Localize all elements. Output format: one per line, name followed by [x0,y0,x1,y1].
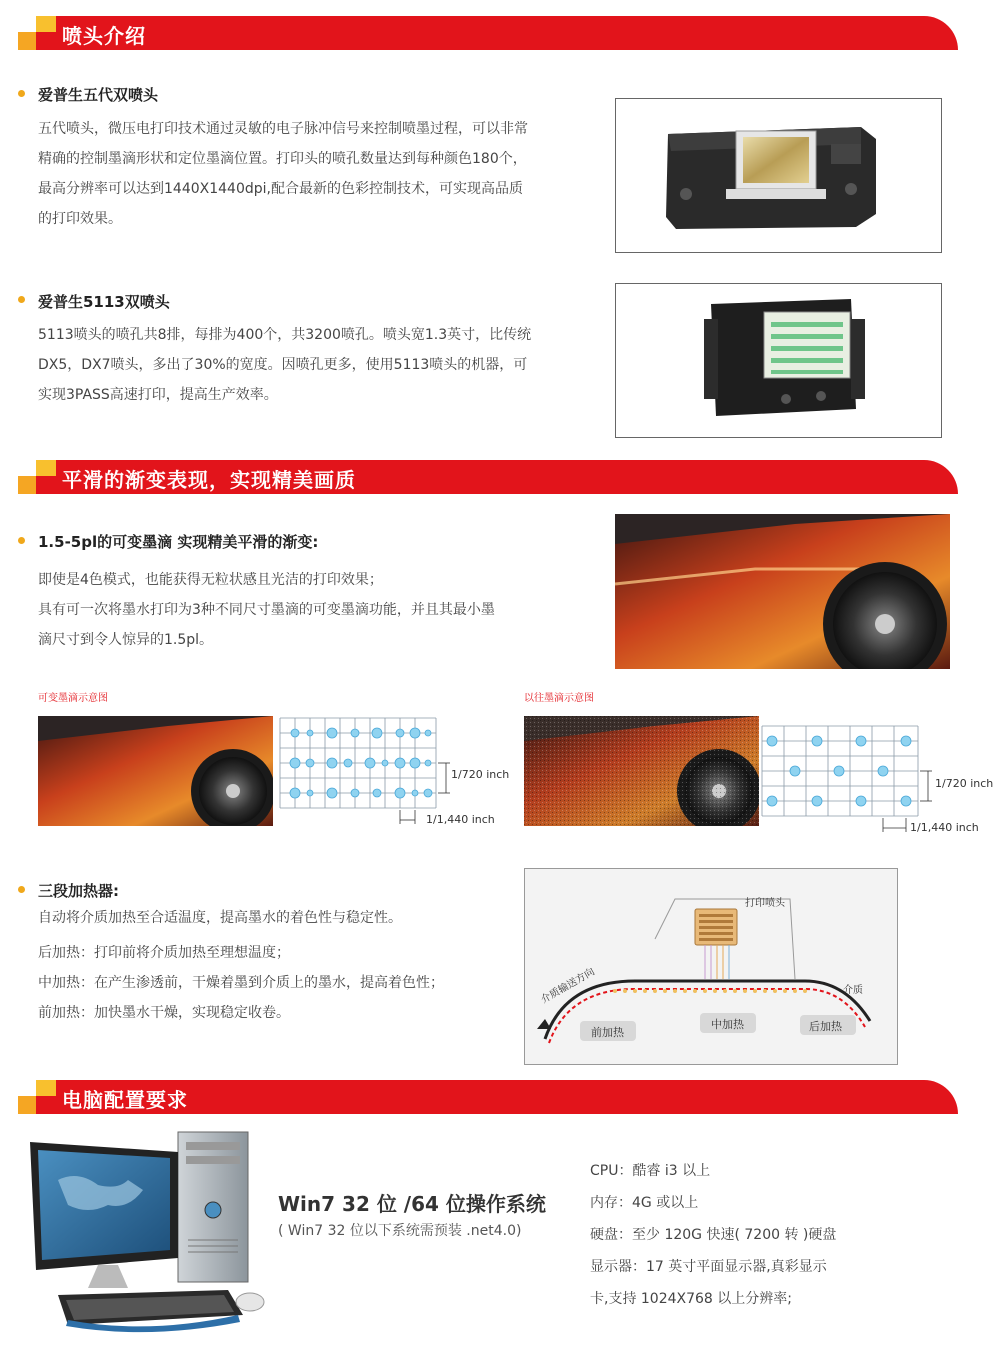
section-header-gradient [18,460,958,494]
direction-label: 介质输送方向 [539,966,597,1006]
section-header-computer [18,1080,958,1114]
bullet-icon [18,296,25,303]
middle-heater-label: 中加热 [711,1018,744,1031]
spec-display-cont: 卡,支持 1024X768 以上分辨率; [590,1291,793,1307]
heater-diagram [524,868,898,1065]
variable-drop-caption: 可变墨滴示意图 [38,693,108,704]
bullet-icon [18,886,25,893]
label-1440-left: 1/1,440 inch [426,813,495,826]
car-thumbnail-smooth [38,716,273,826]
heater-heading: 三段加热器: [38,882,119,900]
print-head-label: 打印喷头 [745,898,785,909]
gen5-heading: 爱普生五代双喷头 [38,86,159,104]
label-720-right: 1/720 inch [935,777,994,790]
n5113-heading: 爱普生5113双喷头 [38,293,170,311]
os-note: ( Win7 32 位以下系统需预装 .net4.0) [278,1223,522,1239]
section-title: 喷头介绍 [62,24,146,48]
label-720-left: 1/720 inch [451,768,510,781]
computer-illustration [28,1130,268,1335]
label-1440-right: 1/1,440 inch [910,821,979,834]
bullet-icon [18,537,25,544]
heater-intro: 自动将介质加热至合适温度，提高墨水的着色性与稳定性。 [38,910,402,926]
n5113-printhead-image [615,283,942,438]
gen5-description: 五代喷头，微压电打印技术通过灵敏的电子脉冲信号来控制喷墨过程，可以非常 精确的控制墨滴形状和定位墨滴位置。打印头的喷孔数量达到每种颜色180个， 最高分辨率可以达到1440X1440dpi,配合最新的色彩控制技术，可实现高品质 的打印效果。 [38,121,528,227]
car-thumbnail-grainy [524,716,759,826]
media-label: 介质 [843,985,863,996]
spec-display: 显示器：17 英寸平面显示器,真彩显示 [590,1259,827,1275]
heater-description: 后加热：打印前将介质加热至理想温度； 中加热：在产生渗透前，干燥着墨到介质上的墨水，提高着色性； 前加热：加快墨水干燥，实现稳定收卷。 [38,945,444,1021]
section-header-nozzle [18,16,958,50]
os-title: Win7 32 位 /64 位操作系统 [278,1192,546,1216]
spec-memory: 内存：4G 或以上 [590,1195,699,1211]
section-title: 平滑的渐变表现，实现精美画质 [62,468,356,492]
variable-drop-heading: 1.5-5pl的可变墨滴 实现精美平滑的渐变: [38,533,319,551]
bullet-icon [18,90,25,97]
spec-disk: 硬盘：至少 120G 快速( 7200 转 )硬盘 [590,1227,837,1243]
car-image [615,514,950,669]
front-heater-label: 前加热 [591,1026,624,1039]
rear-heater-label: 后加热 [809,1020,842,1033]
section-title: 电脑配置要求 [62,1088,188,1112]
traditional-drop-caption: 以往墨滴示意图 [524,693,594,704]
spec-cpu: CPU：酷睿 i3 以上 [590,1163,711,1179]
gen5-printhead-image [615,98,942,253]
spec-list [590,1155,836,1315]
n5113-description: 5113喷头的喷孔共8排，每排为400个，共3200喷孔。喷头宽1.3英寸，比传统 DX5，DX7喷头，多出了30%的宽度。因喷孔更多，使用5113喷头的机器，可 实现3PASS高速打印，提高生产效率。 [38,327,532,403]
variable-drop-description: 即使是4色模式，也能获得无粒状感且光洁的打印效果； 具有可一次将墨水打印为3种不同尺寸墨滴的可变墨滴功能，并且其最小墨 滴尺寸到令人惊异的1.5pl。 [38,572,495,648]
